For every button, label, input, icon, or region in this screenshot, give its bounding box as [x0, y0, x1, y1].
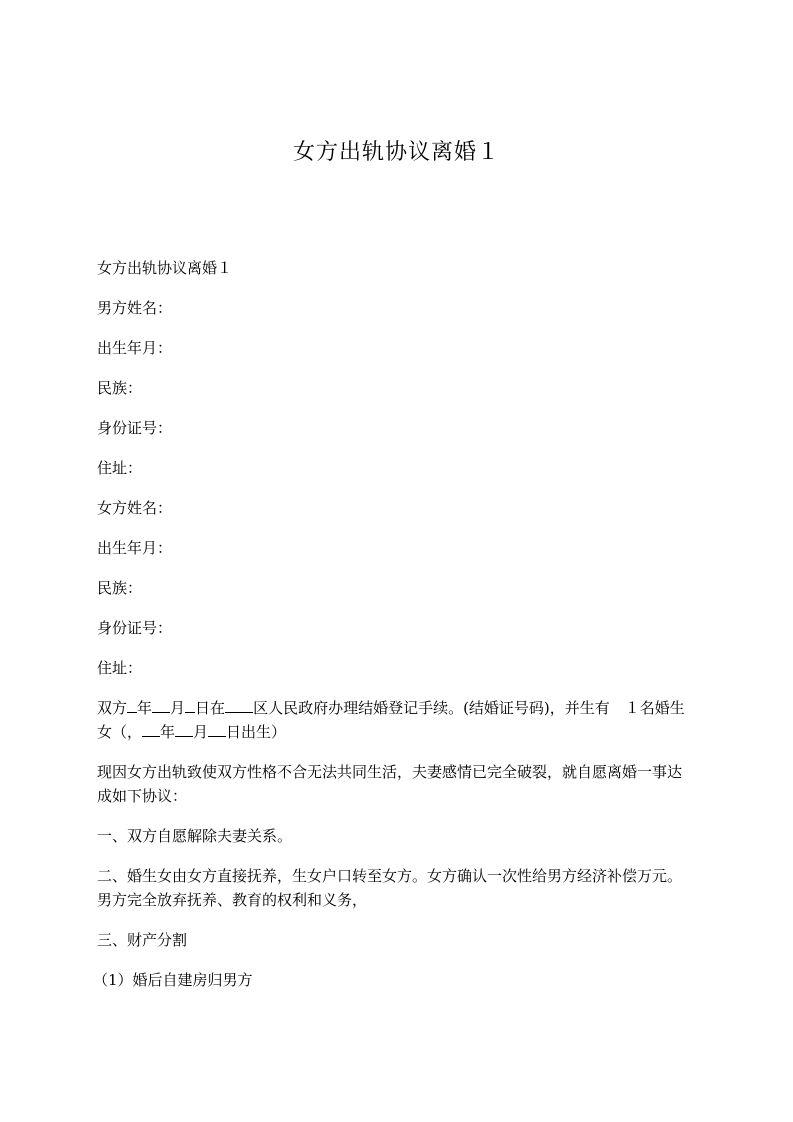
- clause-2: 二、婚生女由女方直接抚养，生女户口转至女方。女方确认一次性给男方经济补偿万元。男方完全放弃抚养、教育的权利和义务，: [97, 867, 683, 909]
- male-name-label: 男方姓名：: [97, 299, 173, 317]
- district-blank: [225, 697, 253, 713]
- marriage-text-4: 日在: [195, 699, 226, 717]
- marriage-text-6: 年: [160, 723, 176, 741]
- clause-3: 三、财产分割: [97, 931, 188, 949]
- clause-3-1: （1）婚后自建房归男方: [93, 971, 253, 989]
- document-body: [93, 256, 693, 1008]
- female-ethnicity-label: 民族：: [97, 579, 143, 597]
- marriage-text-8: 日出生）: [226, 723, 287, 741]
- female-birth-label: 出生年月：: [97, 539, 173, 557]
- subtitle: 女方出轨协议离婚１: [97, 259, 233, 277]
- month-blank: [152, 697, 170, 713]
- male-address-label: 住址：: [97, 459, 143, 477]
- document-title: 女方出轨协议离婚１: [292, 140, 500, 165]
- marriage-text-1: 双方: [97, 699, 128, 717]
- male-birth-label: 出生年月：: [97, 339, 173, 357]
- birth-month-blank: [175, 721, 193, 737]
- male-id-label: 身份证号：: [97, 419, 173, 437]
- female-name-label: 女方姓名：: [97, 499, 173, 517]
- marriage-text-7: 月: [193, 723, 209, 741]
- clause-1: 一、双方自愿解除夫妻关系。: [97, 827, 293, 845]
- female-id-label: 身份证号：: [97, 619, 173, 637]
- birth-year-blank: [142, 721, 160, 737]
- marriage-text-3: 月: [170, 699, 186, 717]
- divorce-reason-paragraph: 现因女方出轨致使双方性格不合无法共同生活，夫妻感情已完全破裂，就自愿离婚一事达成如下协议：: [97, 763, 683, 805]
- male-ethnicity-label: 民族：: [97, 379, 143, 397]
- marriage-text-2: 年: [137, 699, 153, 717]
- female-address-label: 住址：: [97, 659, 143, 677]
- marriage-text-5: 区人民政府办理结婚登记手续。(结婚证号码)，并生有 １名婚生女（，: [97, 699, 685, 741]
- year-blank: [127, 697, 137, 713]
- day-blank: [185, 697, 195, 713]
- birth-day-blank: [208, 721, 226, 737]
- marriage-registration-paragraph: [97, 696, 693, 744]
